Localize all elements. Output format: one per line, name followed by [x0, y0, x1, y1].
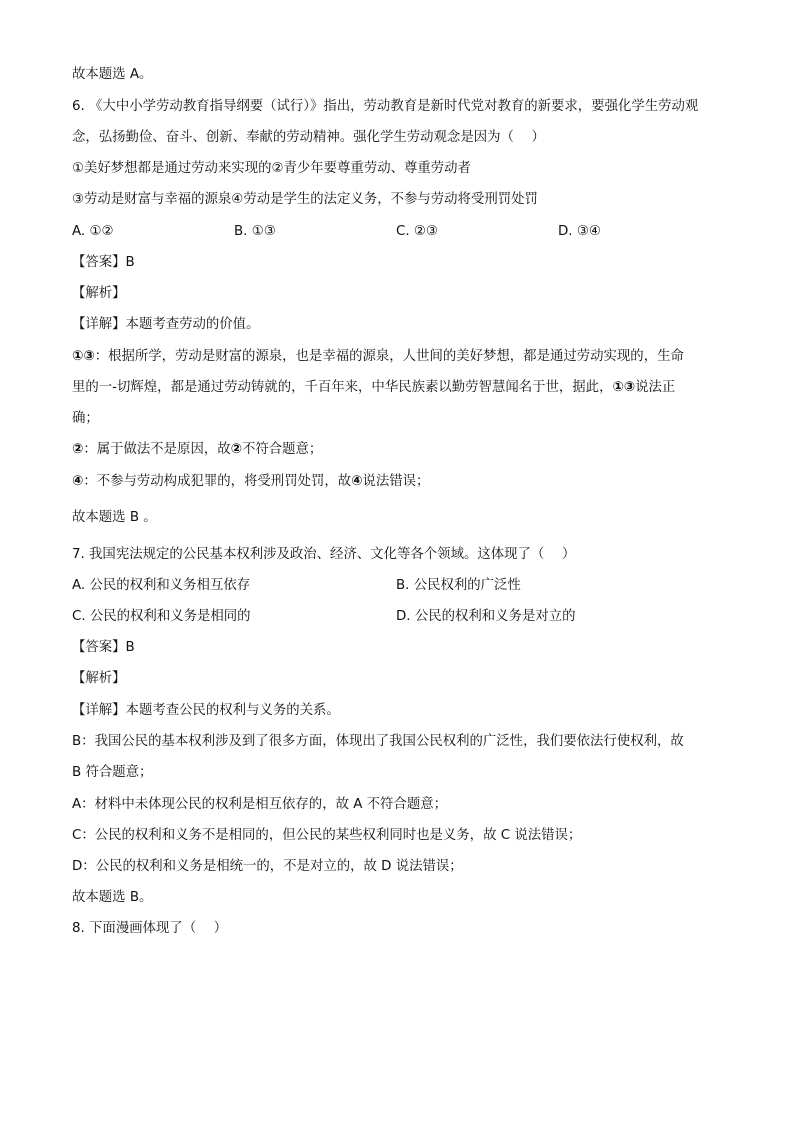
q7-option-d: D. 公民的权利和义务是对立的: [396, 609, 576, 624]
q6-answer: 【答案】B: [72, 255, 135, 270]
explanation-text: ：属于做法不是原因，故: [83, 442, 231, 457]
q7-detail-heading: 【详解】本题考查公民的权利与义务的关系。: [72, 703, 340, 718]
q6-conclusion: 故本题选 B 。: [72, 510, 157, 525]
explanation-text: 不符合题意；: [241, 442, 323, 457]
q6-option-a: A. ①②: [72, 224, 114, 239]
statement-marker: ④: [351, 474, 363, 489]
q7-conclusion: 故本题选 B。: [72, 890, 153, 905]
q7-option-b: B. 公民权利的广泛性: [396, 578, 521, 593]
q6-option-d: D. ③④: [558, 224, 601, 239]
statement-marker: ①③: [72, 349, 95, 364]
explanation-text: 说法正: [635, 380, 676, 395]
explanation-text: 说法错误；: [362, 474, 430, 489]
q6-option-b: B. ①③: [234, 224, 276, 239]
q6-stem-line-1: 6. 《大中小学劳动教育指导纲要（试行）》指出，劳动教育是新时代党对教育的新要求，要强化学生劳动观: [72, 99, 699, 114]
q7-option-c: C. 公民的权利和义务是相同的: [72, 609, 251, 624]
q6-explanation-line-3: 确；: [72, 411, 99, 426]
q6-statements-line-2: ③劳动是财富与幸福的源泉④劳动是学生的法定义务，不参与劳动将受刑罚处罚: [72, 192, 538, 207]
q6-analysis-heading: 【解析】: [72, 286, 126, 301]
q6-explanation-line-2: [72, 378, 675, 398]
q7-analysis-heading: 【解析】: [72, 671, 126, 686]
q6-stem-line-2: 念，弘扬勤俭、奋斗、创新、奉献的劳动精神。强化学生劳动观念是因为（ ）: [72, 130, 545, 145]
q7-explanation-line-4: C：公民的权利和义务不是相同的，但公民的某些权利同时也是义务，故 C 说法错误；: [72, 828, 582, 843]
statement-marker: ④: [72, 474, 84, 489]
explanation-text: 里的一-切辉煌，都是通过劳动铸就的，千百年来，中华民族素以勤劳智慧闻名于世，据此，: [72, 380, 613, 395]
q6-option-c: C. ②③: [396, 224, 438, 239]
statement-marker: ②: [230, 442, 242, 457]
q7-option-a: A. 公民的权利和义务相互依存: [72, 578, 251, 593]
q6-statements-line-1: ①美好梦想都是通过劳动来实现的②青少年要尊重劳动、尊重劳动者: [72, 161, 471, 176]
q7-explanation-line-5: D：公民的权利和义务是相统一的，不是对立的，故 D 说法错误；: [72, 859, 463, 874]
statement-marker: ①③: [612, 380, 636, 395]
q7-answer: 【答案】B: [72, 640, 135, 655]
q7-explanation-line-2: B 符合题意；: [72, 765, 153, 780]
q7-explanation-line-3: A：材料中未体现公民的权利是相互依存的，故 A 不符合题意；: [72, 797, 447, 812]
explanation-text: ：根据所学，劳动是财富的源泉，也是幸福的源泉，人世间的美好梦想，都是通过劳动实现的，生命: [94, 349, 684, 364]
q7-stem: 7. 我国宪法规定的公民基本权利涉及政治、经济、文化等各个领域。这体现了（ ）: [72, 547, 576, 562]
q8-stem: 8. 下面漫画体现了（ ）: [72, 921, 228, 936]
q6-explanation-line-5: [72, 472, 429, 492]
answer-conclusion: 故本题选 A。: [72, 67, 153, 82]
q7-explanation-line-1: B：我国公民的基本权利涉及到了很多方面，体现出了我国公民权利的广泛性，我们要依法行使权利，故: [72, 734, 684, 749]
q6-explanation-line-4: [72, 440, 322, 460]
statement-marker: ②: [72, 442, 84, 457]
explanation-text: ：不参与劳动构成犯罪的，将受刑罚处罚，故: [83, 474, 352, 489]
q6-detail-heading: 【详解】本题考查劳动的价值。: [72, 317, 260, 332]
q6-explanation-line-1: [72, 347, 684, 367]
